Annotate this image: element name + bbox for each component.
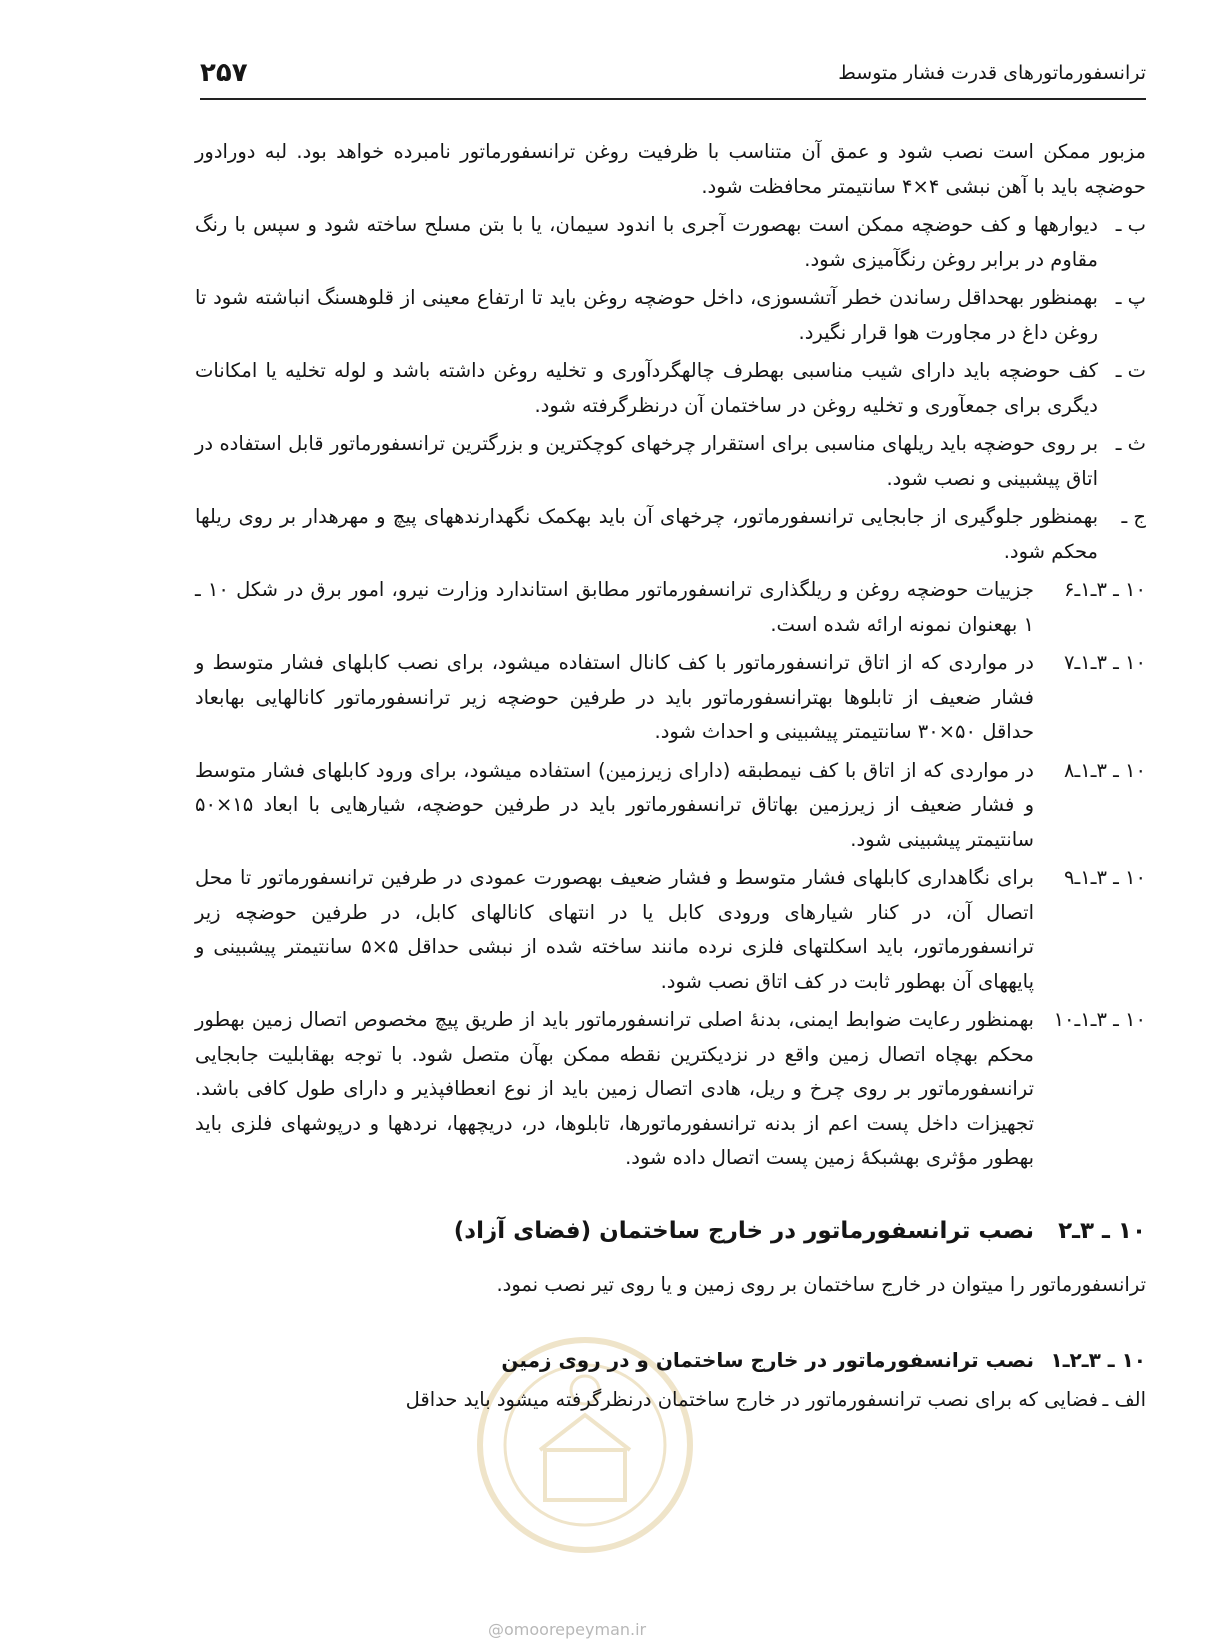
document-body xyxy=(195,135,1146,1418)
section-text: جزییات حوضچه روغن و ریلگذاری ترانسفورماتور مطابق استاندارد وزارت نیرو، امور برق در شکل ۱۰ ـ ۱ بهعنوان نمونه ارائه شده است. xyxy=(195,578,1034,636)
item-text: بهمنظور بهحداقل رساندن خطر آتشسوزی، داخل حوضچه روغن باید تا ارتفاع معینی از قلوهسنگ انباشته شود تا روغن داغ در مجاورت هوا قرار نگیرد. xyxy=(195,286,1098,344)
list-item xyxy=(195,427,1146,496)
section-paragraph xyxy=(195,573,1146,642)
list-item xyxy=(195,281,1146,350)
subsection-heading xyxy=(195,1343,1146,1378)
section-number: ۱۰ ـ ۳ـ۱ـ۷ xyxy=(1064,651,1146,674)
page-header xyxy=(200,52,1146,100)
item-label: ت ـ xyxy=(1115,359,1146,382)
section-text: بهمنظور رعایت ضوابط ایمنی، بدنهٔ اصلی ترانسفورماتور باید از طریق پیچ مخصوص اتصال زمین بهطور محکم بهچاه اتصال زمین واقع در نزدیکترین نقطه ممکن بهآن متصل شود. با توجه بهقابلیت جابجایی ترانسفورماتور بر روی چرخ و ریل، هادی اتصال زمین باید از نوع انعطافپذیر و دارای طول کافی باشد. تجهیزات داخل پست اعم از بدنه ترانسفورماتورها، تابلوها، در، دریچهها، نردهها و درپوشهای فلزی باید بهطور مؤثری بهشبکهٔ زمین پست اتصال داده شود. xyxy=(195,1008,1034,1169)
section-number: ۱۰ ـ ۳ـ۱ـ۱۰ xyxy=(1053,1008,1146,1031)
section-number: ۱۰ ـ ۳ـ۱ـ۶ xyxy=(1064,578,1146,601)
section-number: ۱۰ ـ ۳ـ۱ـ۹ xyxy=(1064,866,1146,889)
list-item xyxy=(195,208,1146,277)
section-text: در مواردی که از اتاق با کف نیمطبقه (دارای زیرزمین) استفاده میشود، برای ورود کابلهای فشار متوسط و فشار ضعیف از زیرزمین بهاتاق ترانسفورماتور باید در طرفین حوضچه، شیارهایی با ابعاد ۱۵×۵۰ سانتیمتر پیشبینی شود. xyxy=(195,758,1034,851)
page-number: ۲۵۷ xyxy=(200,58,248,88)
section-paragraph xyxy=(195,1003,1146,1176)
section-heading xyxy=(195,1214,1146,1249)
list-item xyxy=(195,1383,1146,1418)
subheading-title: نصب ترانسفورماتور در خارج ساختمان و در روی زمین xyxy=(501,1347,1034,1372)
heading-number: ۱۰ ـ ۳ـ۲ xyxy=(1058,1217,1146,1244)
section-number: ۱۰ ـ ۳ـ۱ـ۸ xyxy=(1064,758,1146,782)
item-text: فضایی که برای نصب ترانسفورماتور در خارج ساختمان درنظرگرفته میشود باید حداقل xyxy=(405,1388,1098,1411)
item-text: دیوارهها و کف حوضچه ممکن است بهصورت آجری با اندود سیمان، یا با بتن مسلح ساخته شود و سپس با رنگ مقاوم در برابر روغن رنگآمیزی شود. xyxy=(195,213,1098,271)
heading-title: نصب ترانسفورماتور در خارج ساختمان (فضای آزاد) xyxy=(453,1217,1034,1244)
section-text: برای نگاهداری کابلهای فشار متوسط و فشار ضعیف بهصورت عمودی در طرفین ترانسفورماتور تا محل اتصال آن، در کنار شیارهای ورودی کابل یا در انتهای کانالهای کابل، در طرفین حوضچه زیر ترانسفورماتور، باید اسکلتهای فلزی نرده مانند ساخته شده از نبشی حداقل ۵×۵ سانتیمتر پیشبینی و پایههای آن بهطور ثابت در کف اتاق نصب شود. xyxy=(195,866,1034,993)
item-label: ث ـ xyxy=(1115,432,1146,455)
list-item xyxy=(195,500,1146,569)
running-title: ترانسفورماتورهای قدرت فشار متوسط xyxy=(838,62,1146,84)
continuation-paragraph: مزبور ممکن است نصب شود و عمق آن متناسب با ظرفیت روغن ترانسفورماتور نامبرده خواهد بود. لبه دورادور حوضچه باید با آهن نبشی ۴×۴ سانتیمتر محافظت شود. xyxy=(195,140,1146,198)
item-label: الف ـ xyxy=(1102,1388,1146,1411)
section-paragraph xyxy=(195,646,1146,750)
item-label: ج ـ xyxy=(1121,505,1146,528)
watermark-text: @omoorepeyman.ir xyxy=(488,1620,647,1639)
list-item xyxy=(195,354,1146,423)
section-paragraph xyxy=(195,754,1146,858)
section-text: در مواردی که از اتاق ترانسفورماتور با کف کانال استفاده میشود، برای نصب کابلهای فشار متوسط و فشار ضعیف از تابلوها بهترانسفورماتور باید در طرفین حوضچه زیر ترانسفورماتور کانالهایی بهابعاد حداقل ۵۰×۳۰ سانتیمتر پیشبینی و احداث شود. xyxy=(195,651,1034,743)
intro-paragraph: ترانسفورماتور را میتوان در خارج ساختمان بر روی زمین و یا روی تیر نصب نمود. xyxy=(496,1273,1146,1296)
item-text: کف حوضچه باید دارای شیب مناسبی بهطرف چالهگردآوری و تخلیه روغن داشته باشد و لوله تخلیه یا امکانات دیگری برای جمعآوری و تخلیه روغن در ساختمان آن درنظرگرفته شود. xyxy=(195,359,1098,417)
subheading-number: ۱۰ ـ ۳ـ۲ـ۱ xyxy=(1050,1347,1146,1372)
item-label: پ ـ xyxy=(1115,286,1146,309)
section-paragraph xyxy=(195,861,1146,999)
item-text: بهمنظور جلوگیری از جابجایی ترانسفورماتور، چرخهای آن باید بهکمک نگهدارندههای پیچ و مهرهدار بر روی ریلها محکم شود. xyxy=(195,505,1098,563)
item-text: بر روی حوضچه باید ریلهای مناسبی برای استقرار چرخهای کوچکترین و بزرگترین ترانسفورماتور قابل استفاده در اتاق پیشبینی و نصب شود. xyxy=(195,432,1098,490)
item-label: ب ـ xyxy=(1115,213,1146,236)
